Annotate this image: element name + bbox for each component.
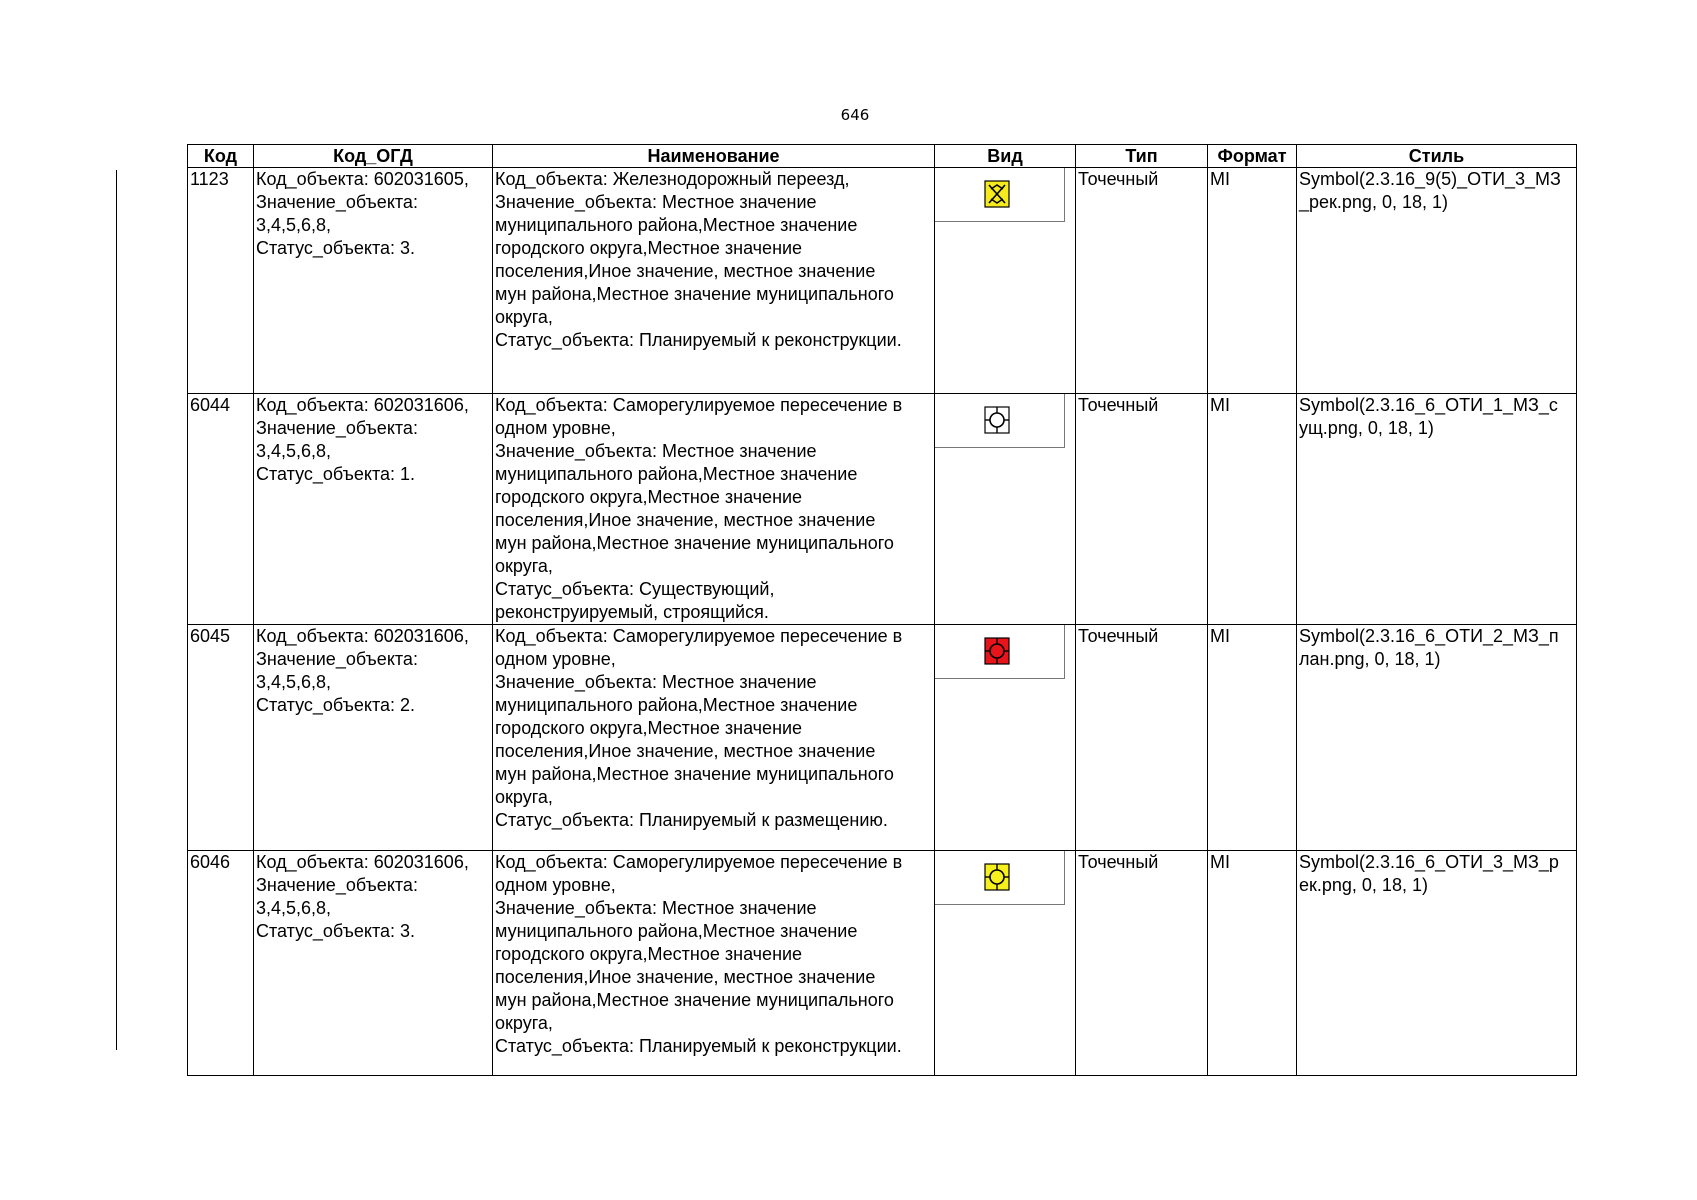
symbol-frame bbox=[935, 168, 1065, 222]
name-text: Код_объекта: Саморегулируемое пересечение в одном уровне, Значение_объекта: Местное значение муниципального района,Местное значение городского округа,Местное значение поселения,Иное значение, местное значение мун района,Местное значение муниципального округа, Статус_объекта: Планируемый к размещению. bbox=[495, 626, 903, 830]
table-row bbox=[188, 625, 1577, 851]
margin-line bbox=[116, 170, 117, 1050]
header-kod-ogd: Код_ОГД bbox=[254, 145, 493, 168]
intersection-icon bbox=[984, 406, 1010, 434]
type-text: Точечный bbox=[1078, 395, 1159, 415]
cell-vid bbox=[935, 168, 1076, 394]
cell-vid bbox=[935, 394, 1076, 625]
cell-format bbox=[1208, 625, 1297, 851]
cell-type bbox=[1076, 851, 1208, 1076]
kod-ogd-text: Код_объекта: 602031606, Значение_объекта: 3,4,5,6,8, Статус_объекта: 2. bbox=[256, 626, 469, 715]
cell-format bbox=[1208, 851, 1297, 1076]
cell-kod-ogd bbox=[254, 851, 493, 1076]
kod-text: 6045 bbox=[190, 626, 231, 646]
kod-text: 6046 bbox=[190, 852, 231, 872]
cell-name bbox=[493, 168, 935, 394]
cell-vid bbox=[935, 851, 1076, 1076]
format-text: MI bbox=[1210, 169, 1230, 189]
kod-ogd-text: Код_объекта: 602031605, Значение_объекта: 3,4,5,6,8, Статус_объекта: 3. bbox=[256, 169, 469, 258]
style-text: Symbol(2.3.16_6_ОТИ_2_МЗ_п лан.png, 0, 18, 1) bbox=[1299, 626, 1559, 669]
header-vid: Вид bbox=[935, 145, 1076, 168]
kod-ogd-text: Код_объекта: 602031606, Значение_объекта: 3,4,5,6,8, Статус_объекта: 3. bbox=[256, 852, 469, 941]
header-style: Стиль bbox=[1297, 145, 1577, 168]
cell-type bbox=[1076, 168, 1208, 394]
cell-type bbox=[1076, 625, 1208, 851]
cell-format bbox=[1208, 168, 1297, 394]
intersection-icon bbox=[984, 863, 1010, 891]
cell-name bbox=[493, 851, 935, 1076]
cell-vid bbox=[935, 625, 1076, 851]
format-text: MI bbox=[1210, 395, 1230, 415]
railway-crossing-icon bbox=[984, 180, 1010, 208]
cell-kod bbox=[188, 851, 254, 1076]
style-text: Symbol(2.3.16_6_ОТИ_1_МЗ_с ущ.png, 0, 18, 1) bbox=[1299, 395, 1558, 438]
header-format: Формат bbox=[1208, 145, 1297, 168]
symbol-catalog-table bbox=[187, 144, 1577, 1076]
format-text: MI bbox=[1210, 626, 1230, 646]
type-text: Точечный bbox=[1078, 626, 1159, 646]
table-row bbox=[188, 168, 1577, 394]
style-text: Symbol(2.3.16_6_ОТИ_3_МЗ_р ек.png, 0, 18, 1) bbox=[1299, 852, 1559, 895]
cell-style bbox=[1297, 851, 1577, 1076]
symbol-frame bbox=[935, 394, 1065, 448]
cell-style bbox=[1297, 394, 1577, 625]
symbol-frame bbox=[935, 625, 1065, 679]
header-kod: Код bbox=[188, 145, 254, 168]
cell-kod bbox=[188, 394, 254, 625]
header-row bbox=[188, 145, 1577, 168]
cell-format bbox=[1208, 394, 1297, 625]
style-text: Symbol(2.3.16_9(5)_ОТИ_3_МЗ _рек.png, 0, 18, 1) bbox=[1299, 169, 1561, 212]
cell-kod bbox=[188, 168, 254, 394]
header-name: Наименование bbox=[493, 145, 935, 168]
type-text: Точечный bbox=[1078, 169, 1159, 189]
format-text: MI bbox=[1210, 852, 1230, 872]
symbol-frame bbox=[935, 851, 1065, 905]
intersection-icon bbox=[984, 637, 1010, 665]
name-text: Код_объекта: Железнодорожный переезд, Значение_объекта: Местное значение муниципального района,Местное значение городского округа,Местное значение поселения,Иное значение, местное значение мун района,Местное значение муниципального округа, Статус_объекта: Планируемый к реконструкции. bbox=[495, 169, 902, 350]
cell-kod-ogd bbox=[254, 625, 493, 851]
cell-kod bbox=[188, 625, 254, 851]
kod-text: 1123 bbox=[190, 169, 229, 189]
type-text: Точечный bbox=[1078, 852, 1159, 872]
kod-text: 6044 bbox=[190, 395, 231, 415]
cell-type bbox=[1076, 394, 1208, 625]
cell-name bbox=[493, 625, 935, 851]
kod-ogd-text: Код_объекта: 602031606, Значение_объекта: 3,4,5,6,8, Статус_объекта: 1. bbox=[256, 395, 469, 484]
page-number: 646 bbox=[840, 106, 870, 124]
name-text: Код_объекта: Саморегулируемое пересечение в одном уровне, Значение_объекта: Местное значение муниципального района,Местное значение городского округа,Местное значение поселения,Иное значение, местное значение мун района,Местное значение муниципального округа, Статус_объекта: Планируемый к реконструкции. bbox=[495, 852, 903, 1056]
table-row bbox=[188, 394, 1577, 625]
table-row bbox=[188, 851, 1577, 1076]
cell-name bbox=[493, 394, 935, 625]
cell-style bbox=[1297, 625, 1577, 851]
header-type: Тип bbox=[1076, 145, 1208, 168]
cell-style bbox=[1297, 168, 1577, 394]
name-text: Код_объекта: Саморегулируемое пересечение в одном уровне, Значение_объекта: Местное значение муниципального района,Местное значение городского округа,Местное значение поселения,Иное значение, местное значение мун района,Местное значение муниципального округа, Статус_объекта: Существующий, реконструируемый, строящийся. bbox=[495, 395, 903, 622]
cell-kod-ogd bbox=[254, 394, 493, 625]
cell-kod-ogd bbox=[254, 168, 493, 394]
